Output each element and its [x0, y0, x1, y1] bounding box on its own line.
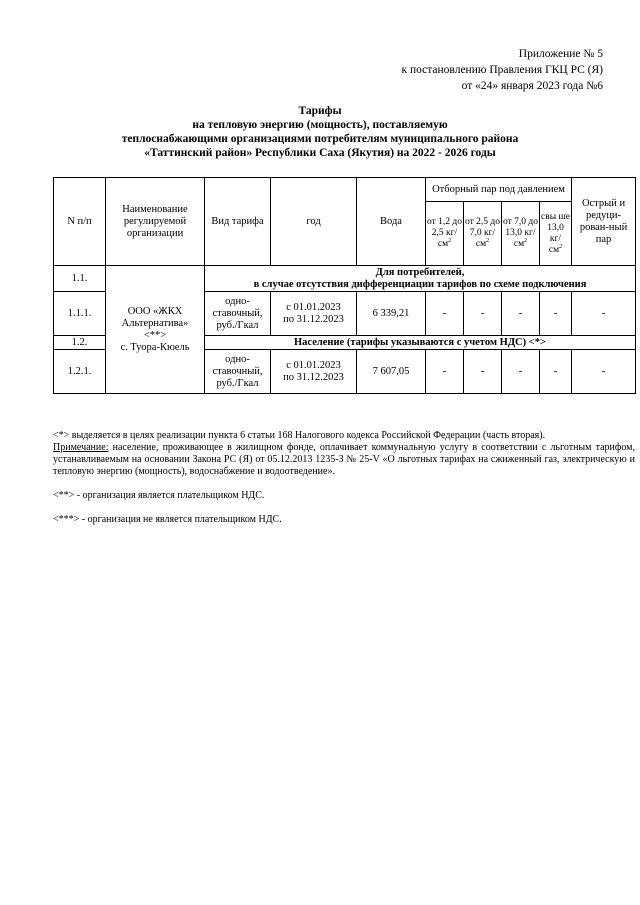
remark-label: Примечание:: [53, 442, 109, 453]
header-pressure-4: свы ше 13,0 кг/ $см^2$: [540, 202, 572, 266]
row-sharp: -: [572, 292, 636, 336]
row-type: одно-ставочный, руб./Гкал: [205, 350, 271, 394]
row-p1: -: [426, 350, 464, 394]
header-pressure-1: от 1,2 до 2,5 кг/ $см^2$: [426, 202, 464, 266]
row-p1: -: [426, 292, 464, 336]
organization-name: ООО «ЖКХ Альтернатива» <**> с. Туора-Кюель: [106, 266, 205, 394]
header-org: Наименование регулируемой организации: [106, 178, 205, 266]
header-steam: Отборный пар под давлением: [426, 178, 572, 202]
section-1-num: 1.1.: [54, 266, 106, 292]
row-sharp: -: [572, 350, 636, 394]
document-title: [40, 104, 600, 160]
footnote-non-vat-payer: <***> - организация не является плательщиком НДС.: [53, 514, 282, 525]
appendix-resolution: к постановлению Правления ГКЦ РС (Я): [401, 64, 603, 76]
appendix-title: Приложение № 5: [518, 48, 603, 60]
row-p4: -: [540, 350, 572, 394]
title-line-1: Тарифы: [298, 105, 342, 117]
header-type: Вид тарифа: [205, 178, 271, 266]
row-year: с 01.01.2023 по 31.12.2023: [271, 350, 357, 394]
row-water: 6 339,21: [357, 292, 426, 336]
row-type: одно-ставочный, руб./Гкал: [205, 292, 271, 336]
footnote-vat-payer: <**> - организация является плательщиком НДС.: [53, 490, 265, 501]
row-p4: -: [540, 292, 572, 336]
row-num: 1.2.1.: [54, 350, 106, 394]
header-sharp: Острый и редуци-рован-ный пар: [572, 178, 636, 266]
tariffs-table: [53, 177, 636, 394]
row-p3: -: [502, 350, 540, 394]
row-water: 7 607,05: [357, 350, 426, 394]
row-num: 1.1.1.: [54, 292, 106, 336]
section-2-title: Население (тарифы указываются с учетом НДС) <*>: [205, 336, 636, 350]
appendix-block: [402, 46, 604, 94]
section-row-1: [54, 266, 636, 292]
title-line-3: теплоснабжающими организациями потребителям муниципального района: [121, 133, 519, 145]
row-year: с 01.01.2023 по 31.12.2023: [271, 292, 357, 336]
title-line-4: «Таттинский район» Республики Саха (Якутия) на 2022 - 2026 годы: [144, 147, 496, 159]
header-pressure-3: от 7,0 до 13,0 кг/ $см^2$: [502, 202, 540, 266]
row-p2: -: [464, 350, 502, 394]
header-water: Вода: [357, 178, 426, 266]
footnote-vat-note: <*> выделяется в целях реализации пункта 6 статьи 168 Налогового кодекса Российской Федерации (часть вторая).: [53, 430, 546, 441]
remark-text: население, проживающее в жилищном фонде, оплачивает коммунальную услугу в соответствии с льготным тарифом, устанавливаемым на основании Закона РС (Я) от 05.12.2013 1235-З № 25-V «О льготных тарифах на сжиженный газ, электрическую и тепловую энергию (мощность), водоснабжение и водоотведение».: [53, 442, 635, 477]
header-pressure-2: от 2,5 до 7,0 кг/ $см^2$: [464, 202, 502, 266]
title-line-2: на тепловую энергию (мощность), поставляемую: [192, 119, 448, 131]
row-p3: -: [502, 292, 540, 336]
section-1-title: Для потребителей, в случае отсутствия дифференциации тарифов по схеме подключения: [205, 266, 636, 292]
footnotes: [53, 430, 635, 526]
header-num: N п/п: [54, 178, 106, 266]
remark: [53, 442, 635, 478]
appendix-date: от «24» января 2023 года №6: [461, 80, 603, 92]
header-year: год: [271, 178, 357, 266]
section-2-num: 1.2.: [54, 336, 106, 350]
row-p2: -: [464, 292, 502, 336]
